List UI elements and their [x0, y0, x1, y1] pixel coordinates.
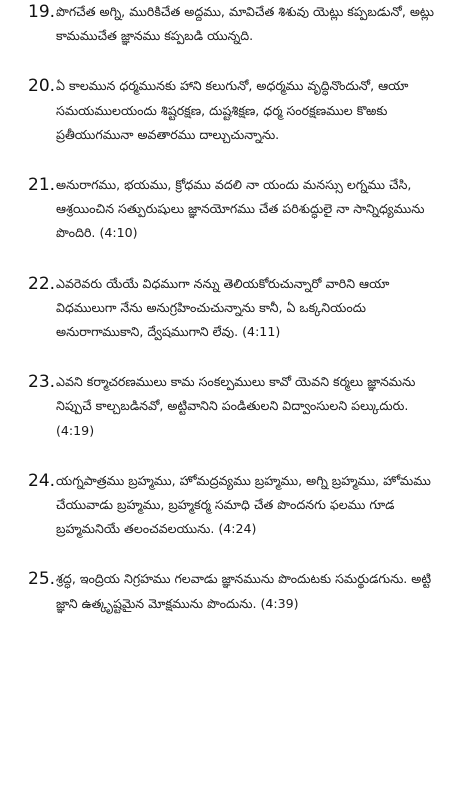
verse-number: 19.: [28, 2, 56, 22]
verse-text: [56, 370, 442, 443]
verse-body: యగ్నపాత్రము బ్రహ్మము, హోమద్రవ్యము బ్రహ్మము, అగ్ని బ్రహ్మము, హోమము చేయువాడు బ్రహ్మము, బ్రహ్మకర్మ సమాధి చేత పొందనగు ఫలము గూడ బ్రహ్మమనియే తలంచవలయును.: [56, 472, 431, 537]
verse-body: ఎవరెవరు యేయే విధముగా నన్ను తెలియకోరుచున్నారో వారిని ఆయా విధములుగా నేను అనుగ్రహించుచున్నాను కానీ, ఏ ఒక్కనియందు అనురాగాముకాని, ద్వేషముగాని లేవు.: [56, 275, 390, 340]
verse-body: అనురాగము, భయము, క్రోధము వదలి నా యందు మనస్సు లగ్నము చేసి, ఆశ్రయించిన సత్పురుషులు జ్ఞానయోగము చేత పరిశుద్ధులై నా సాన్నిధ్యమును పొందిరి.: [56, 177, 425, 241]
verse-text: [56, 272, 442, 345]
verse-text: [56, 469, 442, 542]
verse-body: శ్రద్ధ, ఇంద్రియ నిగ్రహము గలవాడు జ్ఞానమును పొందుటకు సమర్థుడగును. అట్టి జ్ఞాని ఉత్కృష్టమైన మోక్షమును పొందును.: [56, 571, 432, 611]
verse-item: [0, 0, 450, 48]
verse-body: ఎవని కర్మాచరణములు కామ సంకల్పములు కావో యెవని కర్మలు జ్ఞానమను నిప్పుచే కాల్చబడినవో, అట్టివానిని పండితులని విద్వాంసులని పల్కుదురు.: [56, 374, 416, 414]
verse-body: ఏ కాలమున ధర్మమునకు హాని కలుగునో, అధర్మము వృద్ధినొందునో, ఆయా సమయములయందు శిష్టరక్షణ, దుష్టశిక్షణ, ధర్మ సంరక్షణముల కొఱకు ప్రతీయుగమునా అవతారము దాల్చుచున్నాను.: [56, 78, 409, 142]
verse-item: [0, 173, 450, 246]
verse-number: 23.: [28, 372, 56, 393]
verse-number: 22.: [28, 273, 56, 294]
verse-item: [0, 272, 450, 345]
verse-item: [0, 74, 450, 147]
verse-number: 25.: [28, 569, 56, 590]
verse-item: [0, 469, 450, 542]
verse-body: పొగచేత అగ్ని, మురికిచేత అద్దము, మావిచేత శిశువు యెట్లు కప్పబడునో, అట్లు కామముచేత జ్ఞానము కప్పబడి యున్నది.: [56, 4, 434, 44]
verse-text: [56, 74, 442, 147]
verse-item: [0, 567, 450, 615]
verse-reference: (4:39): [260, 595, 299, 611]
verse-reference: (4:19): [56, 422, 95, 438]
verse-text: [56, 0, 442, 48]
verse-text: [56, 173, 442, 246]
verse-reference: (4:11): [242, 324, 281, 340]
verse-number: 21.: [28, 175, 56, 196]
verse-item: [0, 370, 450, 443]
verse-text: [56, 567, 442, 615]
verse-reference: (4:24): [218, 521, 257, 537]
verse-reference: (4:10): [99, 225, 138, 241]
verse-number: 24.: [28, 470, 56, 491]
verse-number: 20.: [28, 76, 56, 97]
